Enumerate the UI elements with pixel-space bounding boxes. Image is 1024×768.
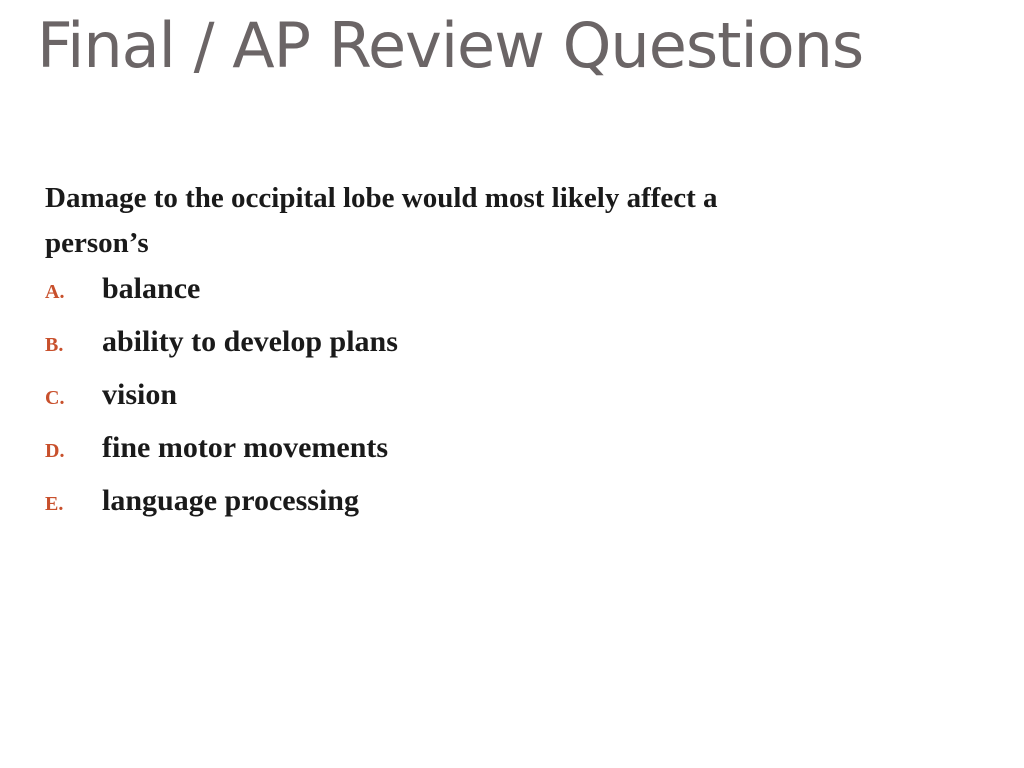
option-text: vision <box>102 378 178 411</box>
answer-option-e <box>45 484 398 537</box>
option-letter: A. <box>45 281 65 303</box>
question-text: Damage to the occipital lobe would most likely affect a person’s <box>45 182 718 259</box>
answer-options-list <box>45 272 398 537</box>
option-text: ability to develop plans <box>102 325 398 358</box>
option-text: balance <box>102 272 201 305</box>
option-letter: B. <box>45 334 64 356</box>
option-letter: C. <box>45 387 65 409</box>
slide-title: Final / AP Review Questions <box>37 9 864 82</box>
option-letter: E. <box>45 493 64 515</box>
option-letter: D. <box>45 440 65 462</box>
answer-option-d <box>45 431 398 484</box>
option-text: language processing <box>102 484 359 517</box>
answer-option-a <box>45 272 398 325</box>
option-text: fine motor movements <box>102 431 389 464</box>
answer-option-c <box>45 378 398 431</box>
answer-option-b <box>45 325 398 378</box>
